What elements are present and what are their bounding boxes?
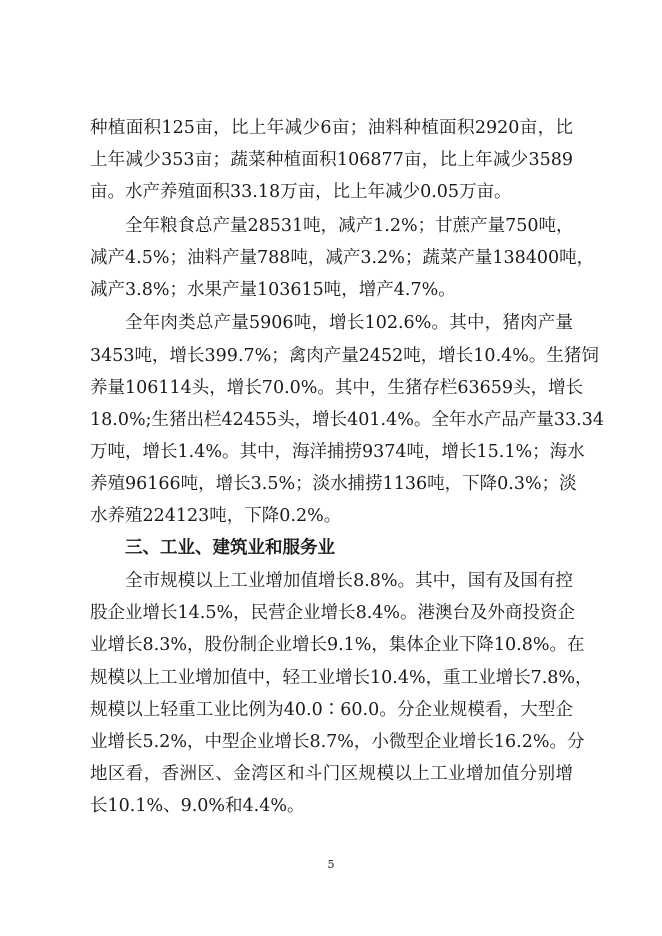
text-line: 养量106114头，增长70.0%。其中，生猪存栏63659头，增长 [90,378,584,398]
text-line: 养殖96166吨，增长3.5%；淡水捕捞1136吨，下降0.3%；淡 [90,474,577,494]
text-line: 上年减少353亩；蔬菜种植面积106877亩，比上年减少3589 [90,150,573,170]
text-line: 种植面积125亩，比上年减少6亩；油料种植面积2920亩，比 [90,118,573,138]
text-line: 亩。水产养殖面积33.18万亩，比上年减少0.05万亩。 [90,182,512,202]
text-line: 股企业增长14.5%，民营企业增长8.4%。港澳台及外商投资企 [90,603,576,623]
page-number: 5 [327,858,335,871]
text-line: 业增长8.3%，股份制企业增长9.1%，集体企业下降10.8%。在 [90,635,585,655]
section-heading: 三、工业、建筑业和服务业 [125,538,335,558]
text-line: 规模以上工业增加值中，轻工业增长10.4%，重工业增长7.8%， [90,668,593,688]
text-line: 长10.1%、9.0%和4.4%。 [90,796,305,816]
text-line: 全年粮食总产量28531吨，减产1.2%；甘蔗产量750吨， [125,216,574,236]
text-line: 18.0%;生猪出栏42455头，增长401.4%。全年水产品产量33.34 [90,410,604,430]
text-line: 万吨，增长1.4%。其中，海洋捕捞9374吨，增长15.1%；海水 [90,442,585,462]
text-line: 全年肉类总产量5906吨，增长102.6%。其中，猪肉产量 [125,313,573,333]
text-line: 全市规模以上工业增加值增长8.8%。其中，国有及国有控 [125,571,573,591]
text-line: 水养殖224123吨，下降0.2%。 [90,506,342,526]
text-line: 3453吨，增长399.7%；禽肉产量2452吨，增长10.4%。生猪饲 [90,346,599,366]
text-line: 业增长5.2%，中型企业增长8.7%，小微型企业增长16.2%。分 [90,732,585,752]
text-line: 规模以上轻重工业比例为40.0∶60.0。分企业规模看，大型企 [90,700,573,720]
text-line: 减产3.8%；水果产量103615吨，增产4.7%。 [90,280,456,300]
text-line: 减产4.5%；油料产量788吨，减产3.2%；蔬菜产量138400吨， [90,248,595,268]
text-line: 地区看，香洲区、金湾区和斗门区规模以上工业增加值分别增 [90,764,573,784]
